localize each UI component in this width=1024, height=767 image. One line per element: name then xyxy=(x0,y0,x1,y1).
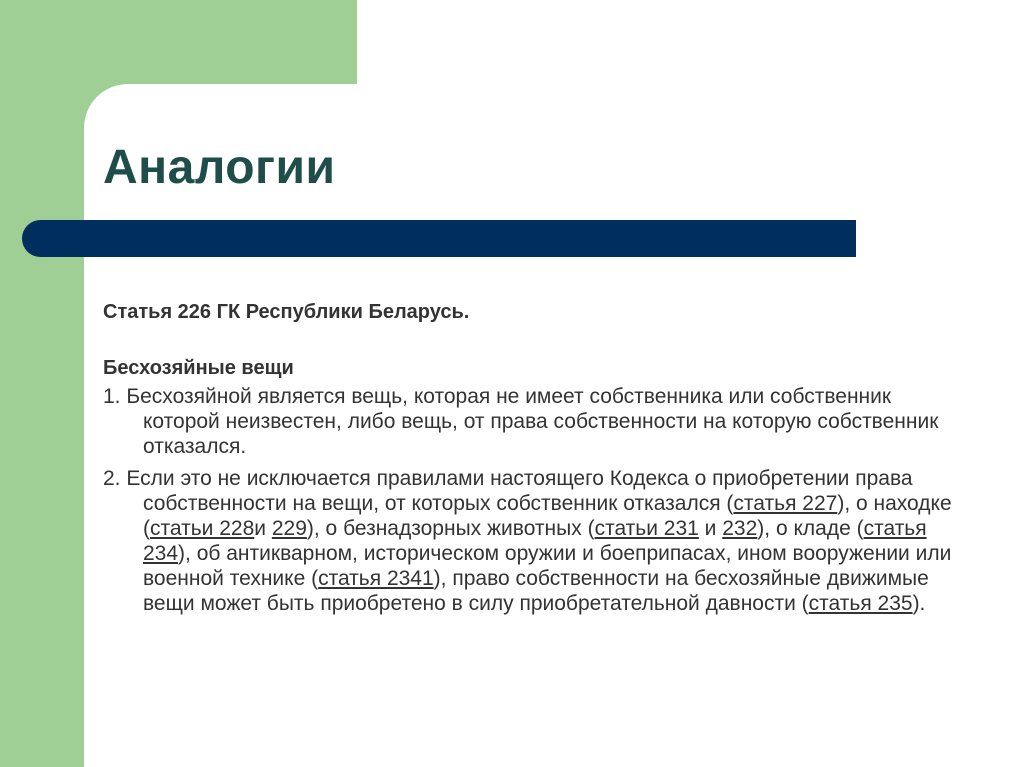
link-article-231[interactable]: статьи 231 xyxy=(594,517,699,540)
p2-text-8: ), право собственности на бесхозяйные движимые вещи может быть приобретено в силу приобретательной давности ( xyxy=(143,567,929,615)
p2-text-2: ), о находке ( xyxy=(143,492,952,540)
link-article-229[interactable]: 229 xyxy=(271,517,307,540)
p2-text-3: и xyxy=(254,517,272,540)
paragraph-2 xyxy=(103,466,963,616)
p2-text-1: 2. Если это не исключается правилами настоящего Кодекса о приобретении права собственности на вещи, от которых собственник отказался ( xyxy=(103,467,913,515)
slide-content xyxy=(103,298,963,623)
article-heading: Статья 226 ГК Республики Беларусь. xyxy=(103,301,470,323)
link-article-235[interactable]: статья 235 xyxy=(808,592,913,615)
p2-text-5: и xyxy=(698,517,723,540)
link-article-2341[interactable]: статья 2341 xyxy=(318,567,434,590)
p2-text-4: ), о безнадзорных животных ( xyxy=(306,517,595,540)
link-article-228[interactable]: статьи 228 xyxy=(150,517,255,540)
title-underline-bar xyxy=(22,220,856,257)
paragraph-1: 1. Бесхозяйной является вещь, которая не имеет собственника или собственник которой неизвестен, либо вещь, от права собственности на которую собственник отказался. xyxy=(103,385,939,458)
article-subheading: Бесхозяйные вещи xyxy=(103,357,294,379)
link-article-227[interactable]: статья 227 xyxy=(733,492,838,515)
slide-title: Аналогии xyxy=(103,141,336,194)
p2-text-7: ), об антикварном, историческом оружии и боеприпасах, ином вооружении или военной технике ( xyxy=(143,542,952,590)
p2-text-6: ), о кладе ( xyxy=(757,517,864,540)
link-article-234[interactable]: статья 234 xyxy=(143,517,927,565)
link-article-232[interactable]: 232 xyxy=(722,517,758,540)
p2-text-9: ). xyxy=(912,592,926,615)
